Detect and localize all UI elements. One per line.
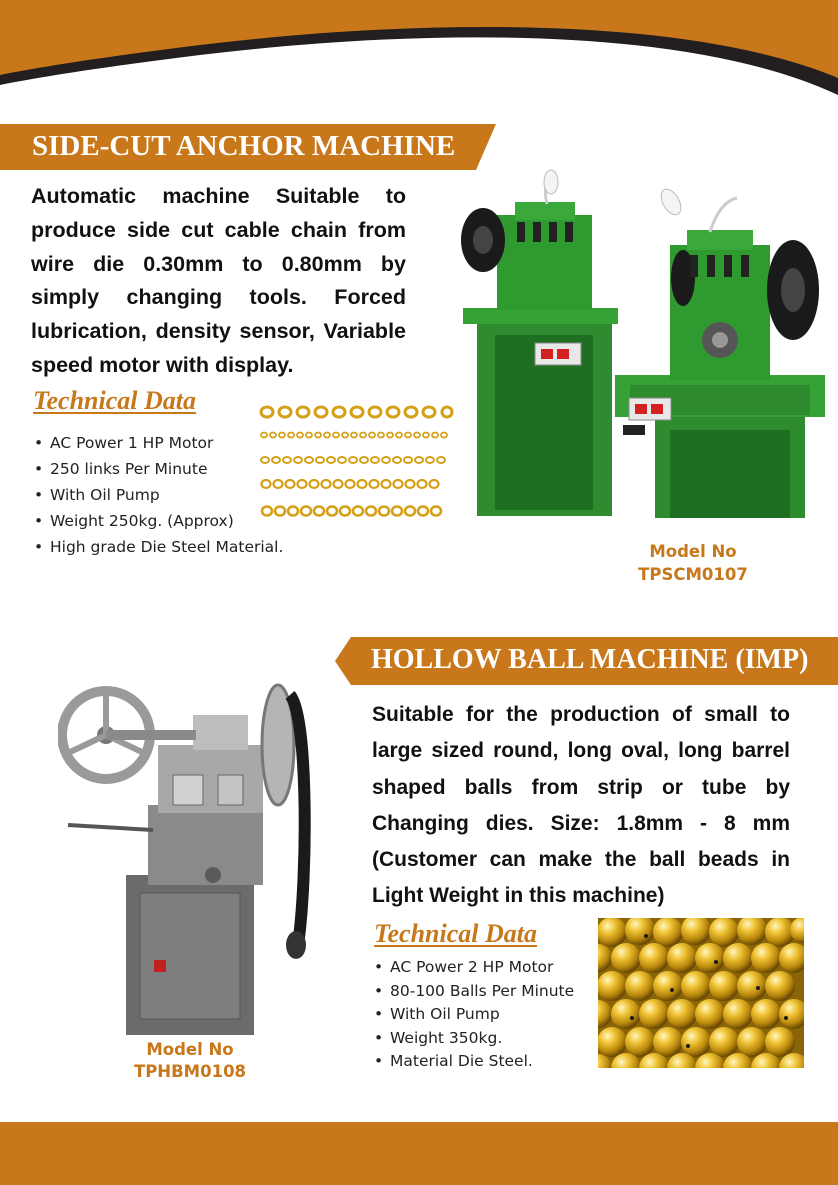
top-header-wave: [0, 0, 838, 95]
spec-item: • Weight 350kg.: [372, 1027, 574, 1051]
section2-tech-heading: Technical Data: [374, 919, 537, 948]
section1-banner: [0, 124, 496, 170]
section2-banner: [335, 637, 838, 685]
section1-model-label: Model No: [649, 542, 737, 561]
gold-balls-image: [598, 918, 804, 1068]
section2-description: Suitable for the production of small to large sized round, long oval, long barrel shaped balls from strip or tube by Changing dies. Size: 1.8mm - 8 mm (Customer can make the ball beads in Light Weight in this machine): [372, 703, 790, 908]
spec-item: • With Oil Pump: [32, 482, 283, 508]
spec-item: • Material Die Steel.: [372, 1050, 574, 1074]
section1-specs-list: [32, 430, 283, 560]
spec-item: • 250 links Per Minute: [32, 456, 283, 482]
section1-tech-heading: Technical Data: [33, 386, 196, 415]
spec-item: • 80-100 Balls Per Minute: [372, 980, 574, 1004]
side-cut-anchor-machine-image: [455, 160, 830, 520]
section1-model-number: TPSCM0107: [638, 565, 748, 584]
spec-item: • With Oil Pump: [372, 1003, 574, 1027]
section1-title: SIDE-CUT ANCHOR MACHINE: [32, 130, 456, 162]
spec-item: • AC Power 1 HP Motor: [32, 430, 283, 456]
footer-band: [0, 1122, 838, 1185]
spec-item: • High grade Die Steel Material.: [32, 534, 283, 560]
section1-description: Automatic machine Suitable to produce side cut cable chain from wire die 0.30mm to 0.80mm by simply changing tools. Forced lubrication, density sensor, Variable speed motor with display.: [31, 184, 406, 377]
section2-model-label: Model No: [146, 1040, 234, 1059]
section2-model-number: TPHBM0108: [133, 1062, 247, 1081]
chain-samples-image: [258, 400, 454, 525]
section2-specs-list: [372, 956, 574, 1074]
section2-title: HOLLOW BALL MACHINE (IMP): [371, 644, 809, 675]
hollow-ball-machine-image: [58, 675, 328, 1040]
spec-item: • AC Power 2 HP Motor: [372, 956, 574, 980]
spec-item: • Weight 250kg. (Approx): [32, 508, 283, 534]
